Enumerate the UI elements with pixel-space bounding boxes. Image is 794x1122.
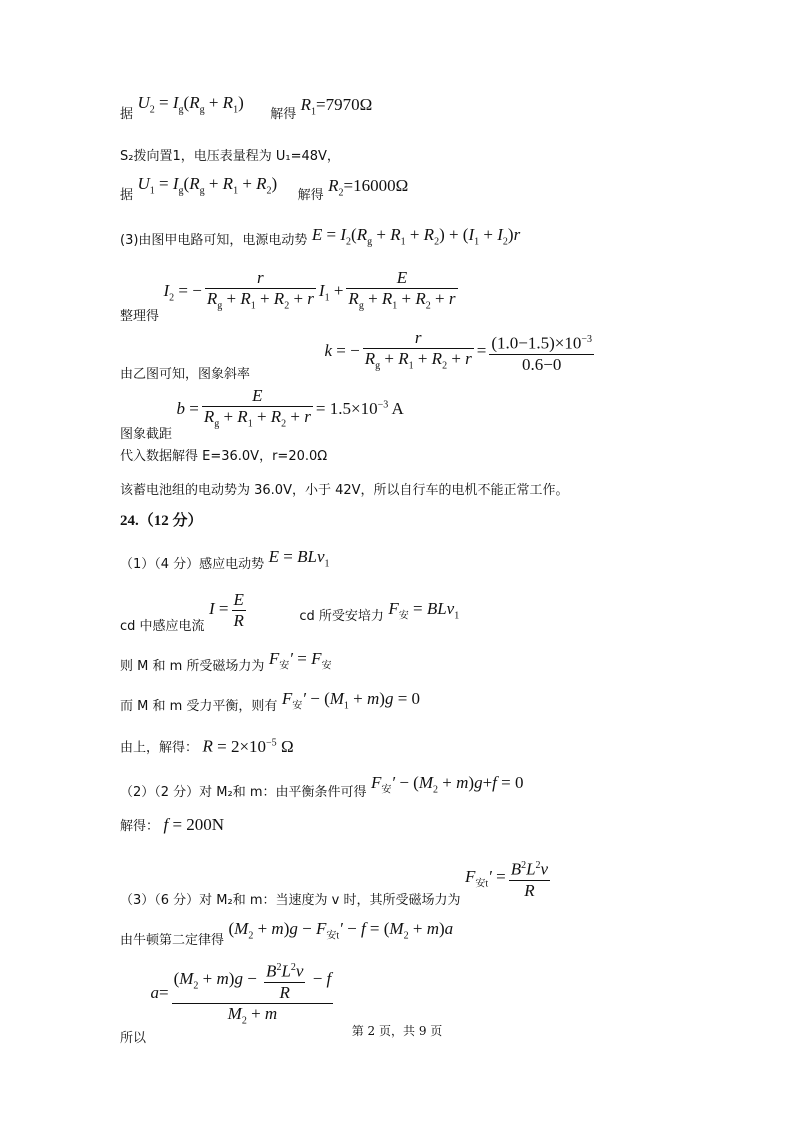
- page-footer: 第 2 页，共 9 页: [351, 1024, 443, 1038]
- eq-balance: $F_安' - (M_1 + m)g = 0$: [281, 689, 421, 712]
- text-jiede: 解得: [270, 107, 297, 122]
- newton-row: [120, 919, 454, 948]
- eq-u1-row: [120, 174, 409, 210]
- text-conclusion: 该蓄电池组的电动势为 36.0V，小于 42V，所以自行车的电机不能正常工作。: [120, 483, 569, 498]
- accel-row: [120, 958, 336, 1047]
- balance-row: [120, 690, 420, 715]
- text-ju-2: 据: [120, 188, 134, 203]
- part1-row: [120, 548, 330, 573]
- r-result-row: [120, 734, 294, 758]
- text-solve-r: 由上，解得：: [120, 740, 199, 756]
- eq-newton: $(M_2 + m)g - F_{安t}' - f = (M_2 + m)a$: [228, 919, 454, 942]
- eq-force-equal: $F_安' = F_安$: [268, 649, 332, 672]
- eq-u2-row: [120, 93, 373, 129]
- eq-accel: a= $(M_2 + m)g$ − $\frac{B^2L^2v}{R}$ − f $M_2 + m$: [150, 983, 336, 1002]
- question-24-header: 24.（12 分）: [120, 513, 203, 529]
- eq-slope: k = − $\frac{r}{R_g + R_1 + R_2 + r}$ = $\frac{(1.0-1.5)\times 10^{-3}}{0.6-0}$: [324, 328, 593, 374]
- eq-part3: $F_{安t}'$ = $\frac{B^2L^2v}{R}$: [465, 867, 553, 886]
- text-result: 代入数据解得 E=36.0V，r=20.0Ω: [120, 449, 328, 464]
- eq-emf-blv: E = BLv$_1$: [268, 547, 330, 570]
- eq-r2-value: $R_2=16000\Omega$: [328, 176, 409, 199]
- eq-u1: $U_1 = I_g(R_g + R_1 + R_2)$: [137, 174, 278, 197]
- text-balance: 而 M 和 m 受力平衡，则有: [120, 699, 278, 714]
- text-then-force: 则 M 和 m 所受磁场力为: [120, 659, 265, 674]
- slope-row: [120, 328, 597, 383]
- eq-part2: $F_安' - (M_2 + m)g+f = 0$: [370, 773, 524, 796]
- text-cd-current: cd 中感应电流: [120, 619, 205, 635]
- text-part2: （2）（2 分）对 M₂和 m：由平衡条件可得: [120, 785, 367, 800]
- eq-u2: $U_2 = I_g(R_g + R_1)$: [137, 93, 244, 116]
- text-part3: （3）（6 分）对 M₂和 m：当速度为 v 时，其所受磁场力为: [120, 893, 461, 909]
- eq-r1-value: $R_1=7970\Omega$: [300, 95, 373, 118]
- text-emf-intro: (3)由图甲电路可知，电源电动势: [120, 233, 308, 248]
- emf-row: [120, 225, 521, 255]
- text-jiede-2: 解得: [297, 188, 324, 203]
- f-result-row: [120, 816, 224, 836]
- eq-current: I = $\frac{E}{R}$: [209, 590, 244, 630]
- text-part1: （1）（4 分）感应电动势: [120, 557, 265, 572]
- text-cd-force: cd 所受安培力: [299, 609, 384, 625]
- eq-i2: $I_2$ = − $\frac{r}{R_g + R_1 + R_2 + r}$ $I_1$ + $\frac{E}{R_g + R_1 + R_2 + r}$: [163, 268, 456, 312]
- part3-row: [120, 856, 553, 909]
- text-intercept: 图象截距: [120, 427, 173, 443]
- part2-row: [120, 774, 523, 799]
- text-newton: 由牛顿第二定律得: [120, 933, 225, 948]
- force-equal-row: [120, 650, 331, 675]
- text-ju: 据: [120, 107, 134, 122]
- eq-r-result: $R = 2\times 10^{-5}$ Ω: [202, 736, 294, 756]
- intercept-row: [120, 386, 404, 443]
- cd-row: [120, 590, 460, 635]
- text-slope: 由乙图可知，图象斜率: [120, 367, 251, 383]
- eq-emf: $E = I_2(R_g + R_1 + R_2) + (I_1 + I_2)r$: [311, 225, 521, 248]
- text-suoyi: 所以: [120, 1031, 147, 1047]
- eq-force: $F_安 = BLv_1$: [388, 599, 460, 622]
- text-solve-f: 解得：: [120, 819, 160, 834]
- text-s2-position: S₂拨向置1，电压表量程为 U₁=48V，: [120, 149, 340, 164]
- text-zhengli: 整理得: [120, 309, 160, 325]
- eq-f-result: f = 200N: [163, 815, 225, 834]
- eq-intercept: b = $\frac{E}{R_g + R_1 + R_2 + r}$ = $1.5\times 10^{-3}$ A: [176, 386, 404, 430]
- i2-row: [120, 268, 461, 325]
